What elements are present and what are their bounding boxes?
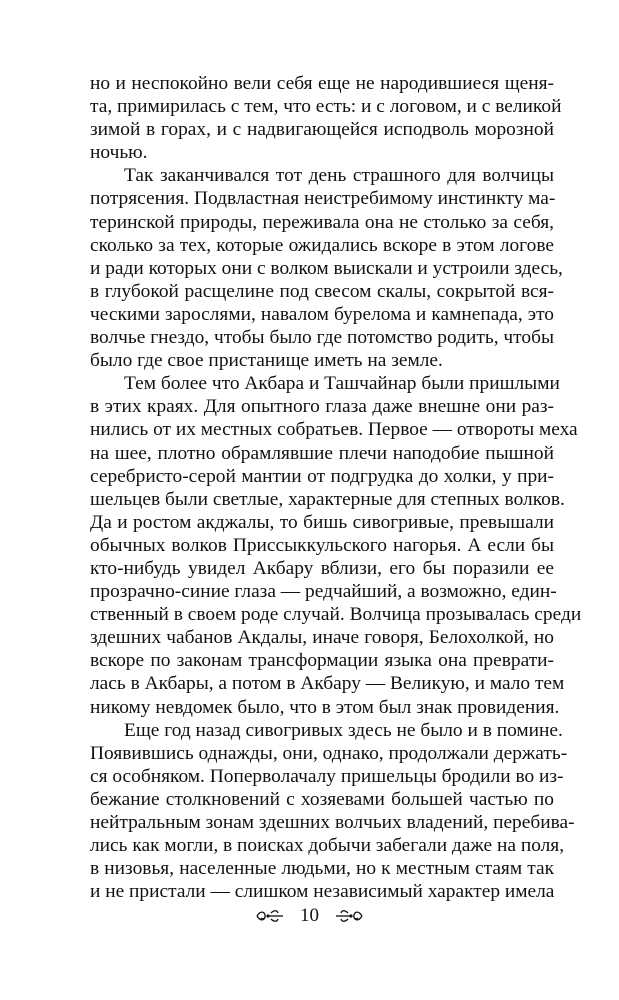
ornament-left-icon	[255, 909, 285, 923]
text-line: прозрачно-синие глаза — редчайший, а возможно, един-	[90, 581, 557, 603]
text-line: лась в Акбары, а потом в Акбару — Великую, и мало тем	[90, 673, 565, 695]
ornament-right-icon	[334, 909, 364, 923]
text-line: зимой в горах, и с надвигающейся исподволь морозной	[90, 119, 554, 141]
text-line: волчье гнездо, чтобы было где потомство родить, чтобы	[90, 327, 554, 349]
text-line: ственный в своем роде случай. Волчица прозывалась среди	[90, 604, 582, 626]
paragraph-1	[90, 72, 562, 164]
text-line: Появившись однажды, они, однако, продолжали держать-	[90, 742, 568, 764]
text-line: Еще год назад сивогривых здесь не было и в помине.	[124, 719, 563, 741]
text-line: нейтральным зонам здешних волчьих владений, перебива-	[90, 812, 575, 833]
paragraph-3	[90, 372, 582, 718]
text-line: никому невдомек было, что в этом был знак провидения.	[90, 696, 560, 718]
text-line: вскоре по законам трансформации языка она преврати-	[90, 650, 554, 672]
text-line: в глубокой расщелине под свесом скалы, сокрытой вся-	[90, 280, 554, 302]
page-body	[90, 72, 582, 903]
text-line: и ради которых они с волком выискали и устроили здесь,	[90, 257, 563, 279]
text-line: здешних чабанов Акдалы, иначе говоря, Белохолкой, но	[90, 627, 554, 649]
text-line: в этих краях. Для опытного глаза даже внешне они раз-	[90, 396, 554, 418]
text-line: на шее, плотно обрамлявшие плечи наподобие пышной	[90, 442, 554, 464]
text-line: и не пристали — слишком независимый характер имела	[90, 881, 555, 903]
page-number: 10	[300, 904, 319, 926]
text-line: серебристо-серой мантии от подгрудка до холки, у при-	[90, 465, 554, 487]
paragraph-4	[90, 719, 575, 904]
text-line: потрясения. Подвластная неистребимому инстинкту ма-	[90, 188, 556, 210]
text-line: но и неспокойно вели себя еще не народившиеся щеня-	[90, 73, 554, 94]
paragraph-2	[90, 164, 563, 372]
text-line: бежание столкновений с хозяевами большей частью по	[90, 788, 554, 810]
text-line: ночью.	[90, 142, 148, 164]
page-footer	[0, 903, 619, 928]
text-line: было где свое пристанище иметь на земле.	[90, 350, 443, 372]
text-line: в низовья, населенные людьми, но к местным стаям так	[90, 858, 554, 880]
text-line: та, примирилась с тем, что есть: и с логовом, и с великой	[90, 96, 562, 118]
text-line: обычных волков Приссыккульского нагорья. А если бы	[90, 534, 554, 556]
text-line: сколько за тех, которые ожидались вскоре в этом логове	[90, 234, 554, 256]
text-line: лись как могли, в поисках добычи забегали даже на поля,	[90, 835, 565, 857]
text-line: ческими зарослями, навалом бурелома и камнепада, это	[90, 303, 554, 325]
text-line: шельцев были светлые, характерные для степных волков.	[90, 488, 565, 510]
text-line: кто-нибудь увидел Акбару вблизи, его бы поразили ее	[90, 557, 554, 579]
text-line: Так заканчивался тот день страшного для волчицы	[124, 165, 554, 187]
text-line: нились от их местных собратьев. Первое — отвороты меха	[90, 419, 578, 441]
text-line: ся особняком. Поперволачалу пришельцы бродили во из-	[90, 765, 564, 787]
text-line: Тем более что Акбара и Ташчайнар были пришлыми	[124, 373, 560, 395]
text-line: Да и ростом акджалы, то бишь сивогривые, превышали	[90, 511, 554, 533]
text-line: теринской природы, переживала она не столько за себя,	[90, 211, 554, 233]
